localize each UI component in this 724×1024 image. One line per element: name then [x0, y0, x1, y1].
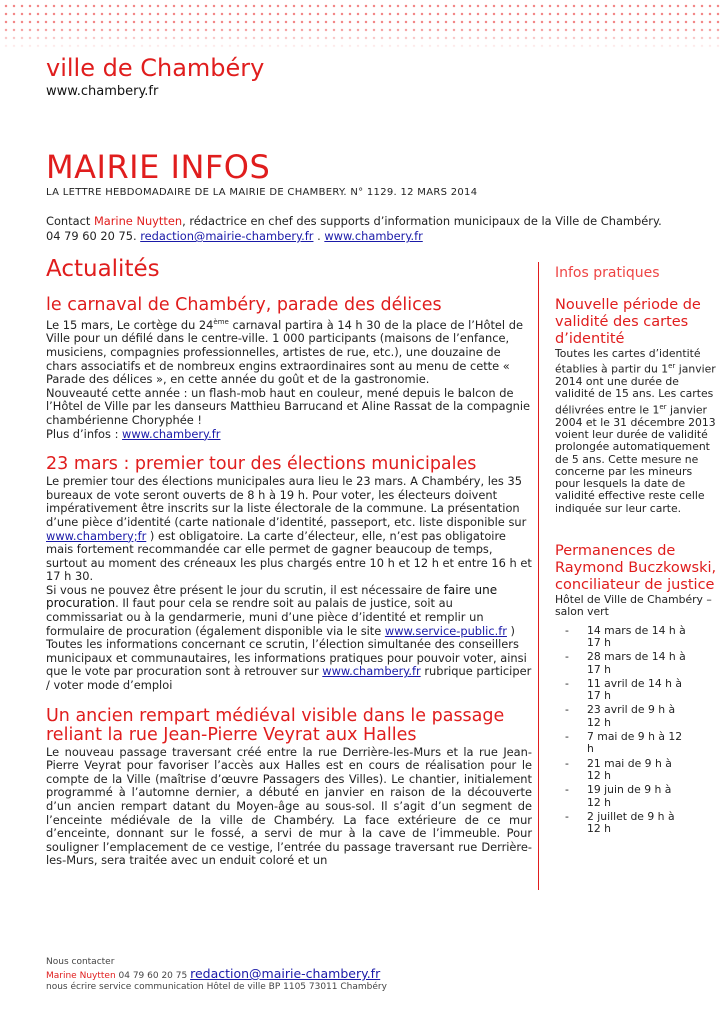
sidebar-block-conciliator	[555, 543, 717, 835]
text: rubrique participer / voter mode d’emploi	[46, 664, 532, 693]
site-url[interactable]: www.chambery.fr	[46, 84, 159, 99]
article-paragraph: Nouveauté cette année : un flash-mob haut en couleur, mené depuis le balcon de l’Hôtel de Ville par les danseurs Matthieu Barrucand et Aline Rassat de la compagnie chambérienne Choryphée !	[46, 385, 531, 427]
article-rempart	[46, 707, 532, 868]
permanence-date-item: - 23 avril de 9 h à 12 h	[565, 704, 687, 729]
contact-separator: .	[313, 229, 325, 243]
newsletter-title: MAIRIE INFOS	[46, 148, 271, 186]
header-dot-fade	[0, 24, 724, 50]
contact-description: , rédactrice en chef des supports d’information municipaux de la Ville de Chambéry. 04 79 60 20 75.	[46, 214, 662, 243]
article-paragraph	[46, 584, 532, 638]
text: )	[506, 623, 516, 638]
footer-phone: 04 79 60 20 75	[115, 971, 191, 981]
article-link[interactable]: www.chambery;fr	[46, 528, 147, 543]
text: carnaval partira à 14 h 30 de la place de l’Hôtel de Ville pour un défilé dans le centre-ville. 1 000 participants (maisons de l’enfance, musiciens, compagnies professionnelles, artistes de rue, etc.), une douzaine de chars associatifs et de nombreux engins extraordinaires sont au menu de cette « Parade des délices », en cette année du goût et de la gastronomie.	[46, 317, 523, 387]
superscript: er	[659, 402, 667, 411]
permanence-date-item: - 19 juin de 9 h à 12 h	[565, 784, 687, 809]
text: Plus d’infos :	[46, 426, 123, 441]
newsletter-subtitle: LA LETTRE HEBDOMADAIRE DE LA MAIRIE DE CHAMBERY. N° 1129. 12 MARS 2014	[46, 187, 478, 198]
sidebar-block-body	[555, 348, 717, 515]
article-paragraph	[46, 316, 532, 387]
article-title: le carnaval de Chambéry, parade des délices	[46, 295, 442, 315]
text: . Il faut pour cela se rendre soit au palais de justice, soit au commissariat ou à la gendarmerie, muni d’une pièce d’identité et remplir un formulaire de procuration (également disponible via le site	[46, 596, 484, 638]
superscript: ème	[213, 318, 229, 326]
permanence-dates-list	[565, 625, 717, 836]
footer-contact	[46, 968, 387, 982]
permanence-date-item: - 28 mars de 14 h à 17 h	[565, 651, 687, 676]
article-body	[46, 746, 532, 868]
sidebar-block-title: Permanences de Raymond Buczkowski, conciliateur de justice	[555, 543, 717, 594]
section-title-actualites: Actualités	[46, 256, 160, 282]
footer	[46, 957, 387, 993]
article-link[interactable]: www.service-public.fr	[384, 623, 507, 638]
article-paragraph	[46, 475, 532, 584]
superscript: er	[668, 362, 676, 371]
permanence-date-item: - 2 juillet de 9 h à 12 h	[565, 811, 687, 836]
emphasis-text: faire une procuration	[46, 582, 498, 611]
site-title: ville de Chambéry	[46, 54, 265, 82]
article-link[interactable]: www.chambery.fr	[122, 426, 221, 441]
article-link[interactable]: www.chambery.fr	[322, 664, 421, 679]
article-paragraph	[46, 428, 532, 442]
footer-email-link[interactable]: redaction@mairie-chambery.fr	[190, 966, 381, 981]
article-paragraph	[46, 638, 532, 692]
text: janvier 2004 et le 31 décembre 2013 voient leur durée de validité prolongée automatiquement de 5 ans. Cette mesure ne concerne par les mineurs pour lesquels la date de validité effective reste celle indiquée sur leur carte.	[555, 403, 716, 515]
main-column	[46, 256, 532, 882]
sidebar	[555, 265, 717, 837]
article-body	[46, 316, 532, 441]
article-title: Un ancien rempart médiéval visible dans le passage reliant la rue Jean-Pierre Veyrat aux Halles	[46, 705, 505, 745]
sidebar-block-title: Nouvelle période de validité des cartes d’identité	[555, 297, 701, 347]
article-title: 23 mars : premier tour des élections municipales	[46, 454, 477, 475]
permanence-date-item: - 14 mars de 14 h à 17 h	[565, 625, 687, 650]
permanence-date-item: - 21 mai de 9 h à 12 h	[565, 758, 687, 783]
permanence-date-item: - 11 avril de 14 h à 17 h	[565, 678, 687, 703]
article-carnaval	[46, 296, 532, 441]
text: Le premier tour des élections municipales aura lieu le 23 mars. A Chambéry, les 35 bureaux de vote seront ouverts de 8 h à 19 h. Pour voter, les électeurs doivent impérativement être inscrits sur la liste électorale de la commune. La présentation d’une pièce d’identité (carte nationale d’identité, passeport, etc. liste disponible sur	[46, 474, 527, 529]
contact-prefix: Contact	[46, 214, 94, 228]
sidebar-heading: Infos pratiques	[555, 265, 660, 281]
article-body	[46, 475, 532, 693]
text: Le 15 mars, Le cortège du 24	[46, 317, 214, 332]
contact-email-link[interactable]: redaction@mairie-chambery.fr	[140, 229, 314, 243]
contact-name: Marine Nuytten	[93, 214, 183, 228]
column-divider	[538, 262, 539, 890]
text: Toutes les informations concernant ce scrutin, l’élection simultanée des conseillers municipaux et communautaires, les informations pratiques pour pouvoir voter, ainsi que le vote par procuration sont à retrouver sur	[46, 637, 527, 679]
sidebar-block-identity-cards	[555, 297, 717, 515]
footer-name: Marine Nuytten	[46, 971, 116, 981]
footer-label: Nous contacter	[46, 957, 115, 967]
article-paragraph: Le nouveau passage traversant créé entre la rue Derrière-les-Murs et la rue Jean-Pierre Veyrat pour favoriser l’accès aux Halles est en cours de réalisation pour le compte de la Ville (maîtrise d’œuvre Passagers des Villes). Le chantier, initialement programmé à l’automne dernier, a débuté en janvier en raison de la découverte d’un ancien rempart datant du Moyen-âge au sous-sol. Il s’agit d’un segment de l’enceinte médiévale de la ville de Chambéry. La face extérieure de ce mur d’enceinte, donnant sur le fossé, a servi de mur à la cave de l’immeuble. Pour souligner l’emplacement de ce vestige, l’entrée du passage traversant rue Derrière-les-Murs, sera traitée avec un enduit coloré et un	[46, 744, 532, 868]
text: janvier 2014 ont une durée de validité de 15 ans. Les cartes délivrées entre le 1	[555, 362, 716, 417]
article-elections	[46, 455, 532, 693]
text: ) est obligatoire. La carte d’électeur, elle, n’est pas obligatoire mais fortement recommandée car elle permet de gagner beaucoup de temps, surtout au moment des créneaux les plus chargés entre 10 h et 12 h et entre 16 h et 17 h 30.	[46, 528, 532, 584]
contact-line	[46, 214, 666, 244]
permanence-date-item: - 7 mai de 9 h à 12 h	[565, 731, 687, 756]
text: Si vous ne pouvez être présent le jour du scrutin, il est nécessaire de	[46, 582, 444, 597]
contact-url-link[interactable]: www.chambery.fr	[324, 229, 423, 243]
text: Toutes les cartes d’identité établies à partir du 1	[555, 347, 701, 376]
footer-address: nous écrire service communication Hôtel de ville BP 1105 73011 Chambéry	[46, 982, 387, 992]
sidebar-block-place: Hôtel de Ville de Chambéry – salon vert	[555, 593, 712, 619]
